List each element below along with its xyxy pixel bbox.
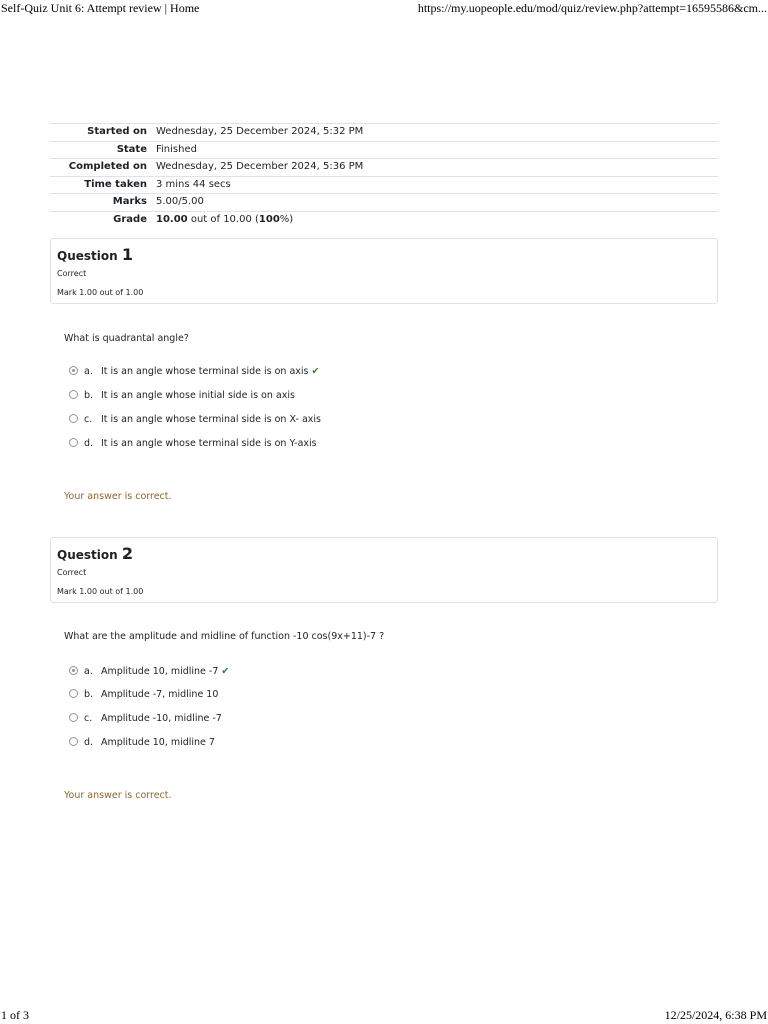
question-1-option-a[interactable] (69, 365, 319, 379)
option-letter: a. (84, 666, 93, 677)
question-2-option-a[interactable] (69, 665, 229, 679)
radio-icon[interactable] (69, 438, 78, 447)
question-label: Question (57, 548, 118, 562)
option-text: Amplitude 10, midline -7 (101, 666, 219, 677)
question-2-feedback: Your answer is correct. (64, 790, 172, 801)
option-letter: a. (84, 366, 93, 377)
question-state: Correct (57, 568, 87, 577)
question-2-option-b[interactable] (69, 688, 218, 702)
option-letter: b. (84, 390, 94, 401)
summary-value (152, 211, 718, 228)
question-number (57, 544, 133, 563)
radio-icon[interactable] (69, 737, 78, 746)
question-label: Question (57, 249, 118, 263)
print-page-title: Self-Quiz Unit 6: Attempt review | Home (1, 1, 200, 15)
print-footer (0, 1006, 768, 1024)
grade-percent: 100 (258, 213, 280, 225)
option-text: It is an angle whose terminal side is on Y-axis (101, 438, 317, 449)
option-text: Amplitude -10, midline -7 (101, 713, 222, 724)
grade-end: %) (279, 213, 294, 225)
option-letter: d. (84, 438, 94, 449)
summary-value: 3 mins 44 secs (156, 178, 231, 190)
question-state: Correct (57, 269, 87, 278)
radio-icon[interactable] (69, 414, 78, 423)
option-text: It is an angle whose terminal side is on X- axis (101, 414, 321, 425)
summary-label: Completed on (68, 161, 147, 173)
question-num: 2 (121, 544, 133, 563)
summary-row-grade (50, 211, 718, 228)
option-letter: d. (84, 737, 94, 748)
question-1-info (50, 238, 718, 304)
option-letter: b. (84, 689, 94, 700)
check-icon: ✔ (221, 666, 230, 677)
question-mark: Mark 1.00 out of 1.00 (57, 587, 144, 596)
question-2-option-d[interactable] (69, 736, 215, 750)
option-letter: c. (84, 414, 93, 425)
print-page-count: 1 of 3 (1, 1008, 29, 1022)
summary-value: Wednesday, 25 December 2024, 5:32 PM (156, 126, 364, 137)
summary-label: Time taken (84, 178, 147, 190)
question-2-info (50, 537, 718, 603)
radio-icon[interactable] (69, 713, 78, 722)
option-letter: c. (84, 713, 93, 724)
grade-score: 10.00 (156, 213, 188, 225)
summary-row-state (50, 141, 718, 159)
question-1-option-d[interactable] (69, 437, 317, 451)
summary-value: Finished (156, 143, 197, 155)
summary-label: Grade (113, 213, 147, 225)
summary-value: Wednesday, 25 December 2024, 5:36 PM (156, 161, 364, 173)
print-datetime: 12/25/2024, 6:38 PM (664, 1008, 767, 1022)
question-number (57, 245, 133, 264)
radio-icon[interactable] (69, 366, 78, 375)
question-mark: Mark 1.00 out of 1.00 (57, 288, 144, 297)
radio-icon[interactable] (69, 689, 78, 698)
summary-row-started (50, 124, 718, 142)
option-text: It is an angle whose initial side is on axis (101, 390, 295, 401)
option-text: It is an angle whose terminal side is on axis (101, 366, 309, 377)
summary-value: 5.00/5.00 (156, 196, 204, 208)
print-header (0, 0, 768, 18)
option-text: Amplitude 10, midline 7 (101, 737, 215, 748)
question-1-text: What is quadrantal angle? (64, 333, 189, 344)
radio-icon[interactable] (69, 390, 78, 399)
attempt-summary-table (50, 123, 718, 229)
summary-label: Started on (87, 126, 147, 137)
question-1-option-b[interactable] (69, 389, 295, 403)
question-2-text: What are the amplitude and midline of function -10 cos(9x+11)-7 ? (64, 631, 385, 642)
check-icon: ✔ (311, 366, 320, 377)
option-text: Amplitude -7, midline 10 (101, 689, 219, 700)
question-1-option-c[interactable] (69, 413, 321, 427)
summary-label: State (116, 143, 147, 155)
summary-row-time-taken (50, 176, 718, 194)
grade-out-of: out of 10.00 ( (187, 213, 259, 225)
question-2-option-c[interactable] (69, 712, 222, 726)
summary-row-marks (50, 194, 718, 212)
radio-icon[interactable] (69, 666, 78, 675)
summary-row-completed (50, 159, 718, 177)
summary-label: Marks (112, 196, 147, 208)
question-1-feedback: Your answer is correct. (64, 491, 172, 502)
question-num: 1 (121, 245, 133, 264)
print-page-url: https://my.uopeople.edu/mod/quiz/review.php?attempt=16595586&cm... (417, 1, 767, 15)
